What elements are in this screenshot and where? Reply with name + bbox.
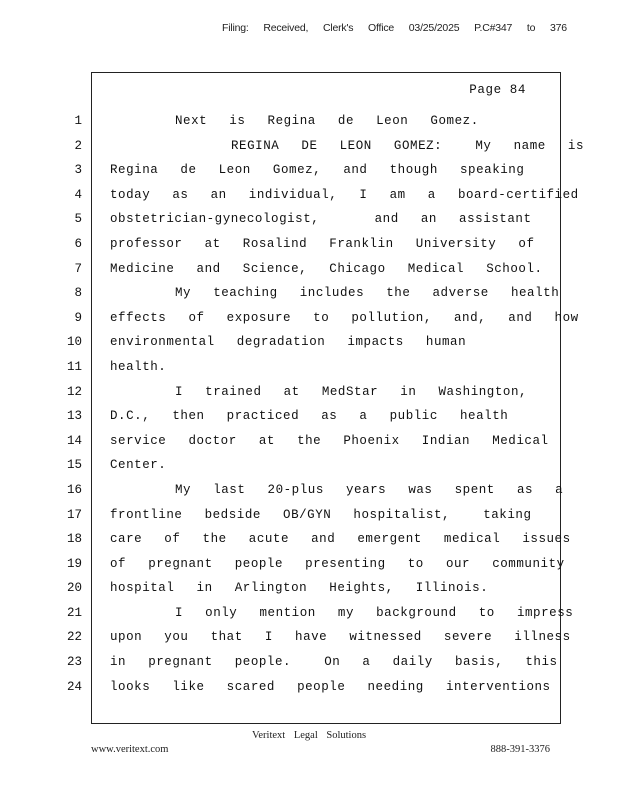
clerks-label: Clerk's bbox=[322, 22, 354, 34]
transcript-line: of pregnant people presenting to our community bbox=[110, 556, 565, 571]
filing-header bbox=[222, 22, 567, 34]
line-number: 6 bbox=[74, 236, 82, 251]
to-label: to bbox=[526, 22, 536, 34]
footer-website: www.veritext.com bbox=[91, 744, 169, 755]
line-number: 19 bbox=[66, 556, 82, 571]
transcript-line: D.C., then practiced as a public health bbox=[110, 409, 509, 424]
company-name-part: Veritext bbox=[251, 730, 286, 741]
line-number: 22 bbox=[66, 630, 82, 645]
line-number: 14 bbox=[66, 433, 82, 448]
transcript-line: frontline bedside OB/GYN hospitalist, taking bbox=[110, 507, 532, 522]
line-number: 10 bbox=[66, 335, 82, 350]
footer-phone: 888-391-3376 bbox=[490, 744, 550, 755]
filing-label: Filing: bbox=[222, 22, 249, 34]
transcript-line: professor at Rosalind Franklin University of bbox=[110, 236, 535, 251]
line-number: 24 bbox=[66, 679, 82, 694]
transcript-line: REGINA DE LEON GOMEZ: My name is bbox=[231, 138, 584, 153]
line-number: 11 bbox=[66, 359, 82, 374]
transcript-line: Next is Regina de Leon Gomez. bbox=[175, 114, 479, 128]
line-number: 4 bbox=[74, 187, 82, 202]
transcript-line: Regina de Leon Gomez, and though speaking bbox=[110, 163, 525, 178]
line-number: 21 bbox=[66, 605, 82, 620]
line-number: 7 bbox=[74, 261, 82, 276]
transcript-line: hospital in Arlington Heights, Illinois. bbox=[110, 581, 489, 596]
transcript-line: I trained at MedStar in Washington, bbox=[175, 384, 528, 399]
footer-company bbox=[0, 730, 618, 741]
line-number: 18 bbox=[66, 532, 82, 547]
total-pages: 376 bbox=[549, 22, 567, 34]
line-number: 1 bbox=[74, 114, 82, 128]
line-number: 13 bbox=[66, 409, 82, 424]
line-number: 17 bbox=[66, 507, 82, 522]
page-number: Page 84 bbox=[469, 83, 526, 97]
transcript-line: My last 20-plus years was spent as a bbox=[175, 482, 564, 497]
line-number: 5 bbox=[74, 212, 82, 227]
transcript-line: My teaching includes the adverse health bbox=[175, 286, 560, 301]
transcript-line: looks like scared people needing interventions bbox=[110, 679, 551, 694]
transcript-line: effects of exposure to pollution, and, and how bbox=[110, 310, 579, 325]
line-number: 2 bbox=[74, 138, 82, 153]
transcript-line: Center. bbox=[110, 458, 167, 473]
transcript-line: in pregnant people. On a daily basis, this bbox=[110, 655, 558, 670]
line-number: 15 bbox=[66, 458, 82, 473]
transcript-line: health. bbox=[110, 359, 167, 374]
line-number: 23 bbox=[66, 655, 82, 670]
transcript-line: obstetrician-gynecologist, and an assistant bbox=[110, 212, 532, 227]
line-number: 3 bbox=[74, 163, 82, 178]
transcript-line: I only mention my background to impress bbox=[175, 605, 574, 620]
transcript-text bbox=[110, 113, 584, 703]
filing-date: 03/25/2025 bbox=[408, 22, 460, 34]
company-name-part: Solutions bbox=[326, 730, 367, 741]
transcript-line: today as an individual, I am a board-certified bbox=[110, 187, 579, 202]
received-label: Received, bbox=[263, 22, 309, 34]
transcript-line: Medicine and Science, Chicago Medical School. bbox=[110, 261, 543, 276]
line-number: 8 bbox=[74, 286, 82, 301]
line-number: 20 bbox=[66, 581, 82, 596]
office-label: Office bbox=[368, 22, 395, 34]
line-number: 16 bbox=[66, 482, 82, 497]
line-number-column bbox=[52, 113, 82, 703]
transcript-line: service doctor at the Phoenix Indian Medical bbox=[110, 433, 549, 448]
line-number: 12 bbox=[66, 384, 82, 399]
line-number: 9 bbox=[74, 310, 82, 325]
transcript-line: upon you that I have witnessed severe illness bbox=[110, 630, 571, 645]
pc-number: P.C#347 bbox=[474, 22, 513, 34]
transcript-line: environmental degradation impacts human bbox=[110, 335, 467, 350]
transcript-line: care of the acute and emergent medical issues bbox=[110, 532, 571, 547]
company-name-part: Legal bbox=[293, 730, 318, 741]
